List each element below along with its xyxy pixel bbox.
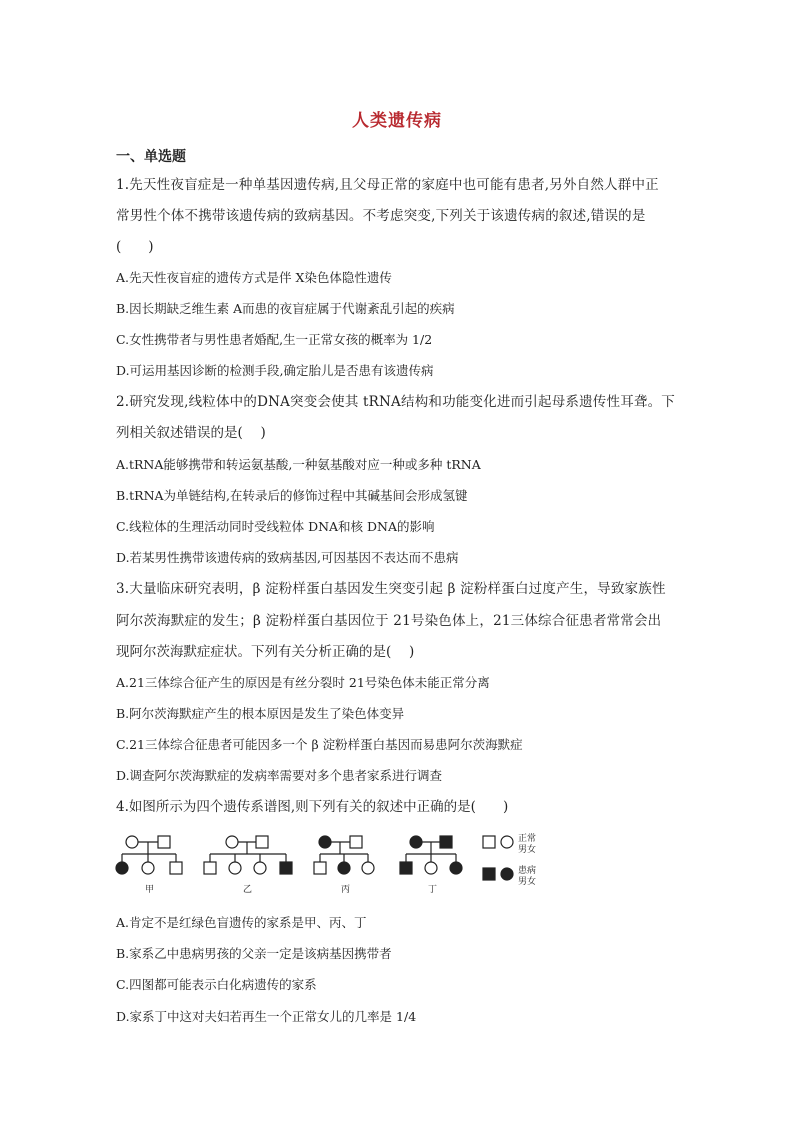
pedigree-figure (110, 830, 580, 900)
jia-affected-daughter (116, 862, 128, 874)
q3-option-d: D.调查阿尔茨海默症的发病率需要对多个患者家系进行调查 (116, 768, 443, 783)
legend-affected-female (501, 868, 513, 880)
yi-father (256, 836, 268, 848)
pedigree-yi (204, 836, 292, 874)
q1-option-c: C.女性携带者与男性患者婚配,生一正常女孩的概率为 1/2 (116, 332, 433, 347)
q2-stem-line-2: 列相关叙述错误的是( ) (116, 425, 266, 441)
q1-stem-line-3: ( ) (116, 239, 154, 255)
ding-daughter (425, 862, 437, 874)
legend-normal-male (483, 836, 495, 848)
legend-normal-female (501, 836, 513, 848)
ding-affected-son (400, 862, 412, 874)
bing-father (350, 836, 362, 848)
q1-stem-line-1: 1.先天性夜盲症是一种单基因遗传病,且父母正常的家庭中也可能有患者,另外自然人群中正 (116, 177, 659, 193)
label-ding: 丁 (428, 885, 438, 895)
q3-option-b: B.阿尔茨海默症产生的根本原因是发生了染色体变异 (116, 706, 405, 721)
legend-normal-line1: 正常 (518, 834, 537, 844)
q3-stem-line-3: 现阿尔茨海默症症状。下列有关分析正确的是( ) (116, 644, 415, 660)
q4-stem-line-1: 4.如图所示为四个遗传系谱图,则下列有关的叙述中正确的是( ) (116, 799, 509, 815)
yi-mother (226, 836, 238, 848)
pedigree-jia (116, 836, 182, 874)
bing-affected-daughter (338, 862, 350, 874)
q3-option-c: C.21三体综合征患者可能因多一个 β 淀粉样蛋白基因而易患阿尔茨海默症 (116, 737, 523, 752)
jia-mother (126, 836, 138, 848)
q4-option-d: D.家系丁中这对夫妇若再生一个正常女儿的几率是 1/4 (116, 1009, 417, 1024)
q1-stem-line-2: 常男性个体不携带该遗传病的致病基因。不考虑突变,下列关于该遗传病的叙述,错误的是 (116, 208, 646, 224)
bing-daughter (362, 862, 374, 874)
bing-son (314, 862, 326, 874)
q3-stem-line-1: 3.大量临床研究表明，β 淀粉样蛋白基因发生突变引起 β 淀粉样蛋白过度产生，导致家族性 (116, 581, 666, 597)
legend-affected-line1: 患病 (518, 866, 537, 876)
page-title: 人类遗传病 (352, 111, 442, 131)
q4-option-b: B.家系乙中患病男孩的父亲一定是该病基因携带者 (116, 946, 392, 961)
q4-option-a: A.肯定不是红绿色盲遗传的家系是甲、丙、丁 (116, 915, 367, 930)
q4-option-c: C.四图都可能表示白化病遗传的家系 (116, 977, 317, 992)
ding-affected-mother (410, 836, 422, 848)
q2-option-d: D.若某男性携带该遗传病的致病基因,可因基因不表达而不患病 (116, 550, 459, 565)
yi-affected-son (280, 862, 292, 874)
q2-option-c: C.线粒体的生理活动同时受线粒体 DNA和核 DNA的影响 (116, 519, 435, 534)
q2-option-a: A.tRNA能够携带和转运氨基酸,一种氨基酸对应一种或多种 tRNA (116, 457, 481, 472)
yi-daughter-2 (254, 862, 266, 874)
q1-option-a: A.先天性夜盲症的遗传方式是伴 X染色体隐性遗传 (116, 270, 392, 285)
yi-daughter-1 (229, 862, 241, 874)
label-bing: 丙 (341, 885, 351, 895)
legend-normal-line2: 男女 (518, 845, 537, 855)
legend-affected-line2: 男女 (518, 877, 537, 887)
q3-stem-line-2: 阿尔茨海默症的发生；β 淀粉样蛋白基因位于 21号染色体上，21三体综合征患者常常会出 (116, 613, 662, 629)
yi-son-1 (204, 862, 216, 874)
q3-option-a: A.21三体综合征产生的原因是有丝分裂时 21号染色体未能正常分离 (116, 675, 490, 690)
legend-affected-male (483, 868, 495, 880)
section-heading: 一、单选题 (116, 149, 186, 165)
pedigree-ding (400, 836, 462, 874)
q2-option-b: B.tRNA为单链结构,在转录后的修饰过程中其碱基间会形成氢键 (116, 488, 468, 503)
ding-affected-daughter (450, 862, 462, 874)
label-jia: 甲 (145, 885, 155, 895)
label-yi: 乙 (243, 885, 253, 895)
jia-son (170, 862, 182, 874)
jia-father (158, 836, 170, 848)
jia-daughter (142, 862, 154, 874)
ding-affected-father (440, 836, 452, 848)
pedigree-bing (314, 836, 374, 874)
q2-stem-line-1: 2.研究发现,线粒体中的DNA突变会使其 tRNA结构和功能变化进而引起母系遗传性耳聋。下 (116, 394, 675, 410)
q1-option-b: B.因长期缺乏维生素 A而患的夜盲症属于代谢紊乱引起的疾病 (116, 301, 455, 316)
q1-option-d: D.可运用基因诊断的检测手段,确定胎儿是否患有该遗传病 (116, 363, 434, 378)
bing-affected-mother (319, 836, 331, 848)
